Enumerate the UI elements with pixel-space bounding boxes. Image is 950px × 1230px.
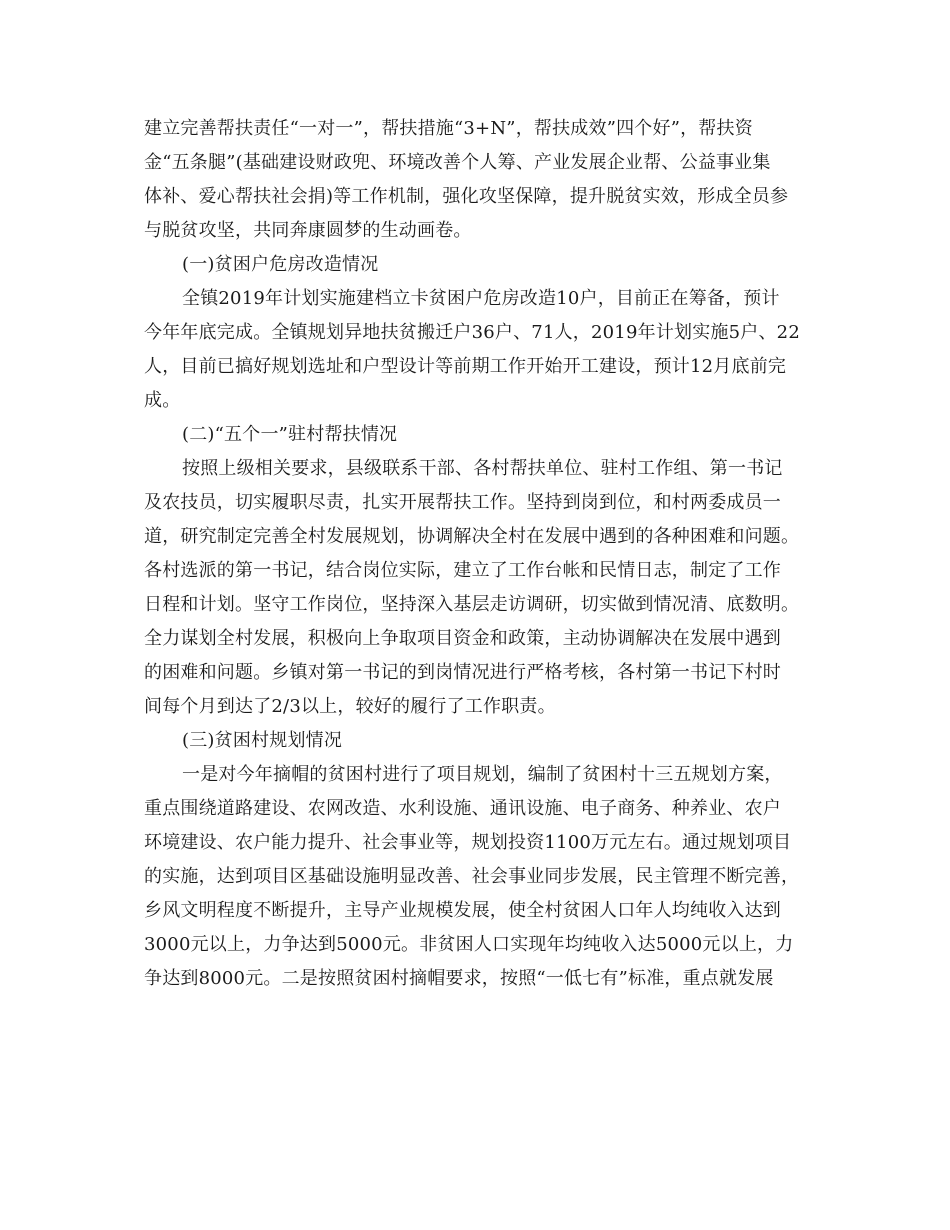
body-text-line: 日程和计划。坚守工作岗位，坚持深入基层走访调研，切实做到情况清、底数明。 bbox=[144, 594, 800, 615]
body-text-line: 重点围绕道路建设、农网改造、水利设施、通讯设施、电子商务、种养业、农户 bbox=[144, 798, 781, 819]
body-text-line: 各村选派的第一书记，结合岗位实际，建立了工作台帐和民情日志，制定了工作 bbox=[144, 560, 781, 581]
body-text-line: 的实施，达到项目区基础设施明显改善、社会事业同步发展，民主管理不断完善， bbox=[144, 866, 800, 887]
body-text-line: 争达到8000元。二是按照贫困村摘帽要求，按照“一低七有”标准，重点就发展 bbox=[144, 968, 774, 989]
body-text-line: 3000元以上，力争达到5000元。非贫困人口实现年均纯收入达5000元以上，力 bbox=[144, 934, 794, 955]
section-heading: (三)贫困村规划情况 bbox=[182, 730, 343, 751]
body-text-line: 成。 bbox=[144, 390, 181, 411]
body-text-line: 及农技员，切实履职尽责，扎实开展帮扶工作。坚持到岗到位，和村两委成员一 bbox=[144, 492, 781, 513]
body-text-line: 全力谋划全村发展，积极向上争取项目资金和政策，主动协调解决在发展中遇到 bbox=[144, 628, 781, 649]
body-text-line: 道，研究制定完善全村发展规划，协调解决全村在发展中遇到的各种困难和问题。 bbox=[144, 526, 800, 547]
body-text-line: 环境建设、农户能力提升、社会事业等，规划投资1100万元左右。通过规划项目 bbox=[144, 832, 792, 853]
body-text-line: 按照上级相关要求，县级联系干部、各村帮扶单位、驻村工作组、第一书记 bbox=[182, 458, 783, 479]
body-text-line: 建立完善帮扶责任“一对一”，帮扶措施“3+N”，帮扶成效”四个好”，帮扶资 bbox=[144, 118, 753, 139]
body-text-line: 全镇2019年计划实施建档立卡贫困户危房改造10户，目前正在筹备，预计 bbox=[182, 288, 780, 309]
body-text-line: 一是对今年摘帽的贫困村进行了项目规划，编制了贫困村十三五规划方案， bbox=[182, 764, 783, 785]
body-text-line: 与脱贫攻坚，共同奔康圆梦的生动画卷。 bbox=[144, 220, 472, 241]
body-text-line: 今年年底完成。全镇规划异地扶贫搬迁户36户、71人，2019年计划实施5户、22 bbox=[144, 322, 800, 343]
body-text-line: 人，目前已搞好规划选址和户型设计等前期工作开始开工建设，预计12月底前完 bbox=[144, 356, 787, 377]
section-heading: (二)“五个一”驻村帮扶情况 bbox=[182, 424, 398, 445]
body-text-line: 的困难和问题。乡镇对第一书记的到岗情况进行严格考核，各村第一书记下村时 bbox=[144, 662, 781, 683]
section-heading: (一)贫困户危房改造情况 bbox=[182, 254, 379, 275]
body-text-line: 体补、爱心帮扶社会捐)等工作机制，强化攻坚保障，提升脱贫实效，形成全员参 bbox=[144, 186, 789, 207]
body-text-line: 乡风文明程度不断提升，主导产业规模发展，使全村贫困人口年人均纯收入达到 bbox=[144, 900, 781, 921]
body-text-line: 金“五条腿”(基础建设财政兜、环境改善个人筹、产业发展企业帮、公益事业集 bbox=[144, 152, 771, 173]
body-text-line: 间每个月到达了2/3以上，较好的履行了工作职责。 bbox=[144, 696, 556, 717]
